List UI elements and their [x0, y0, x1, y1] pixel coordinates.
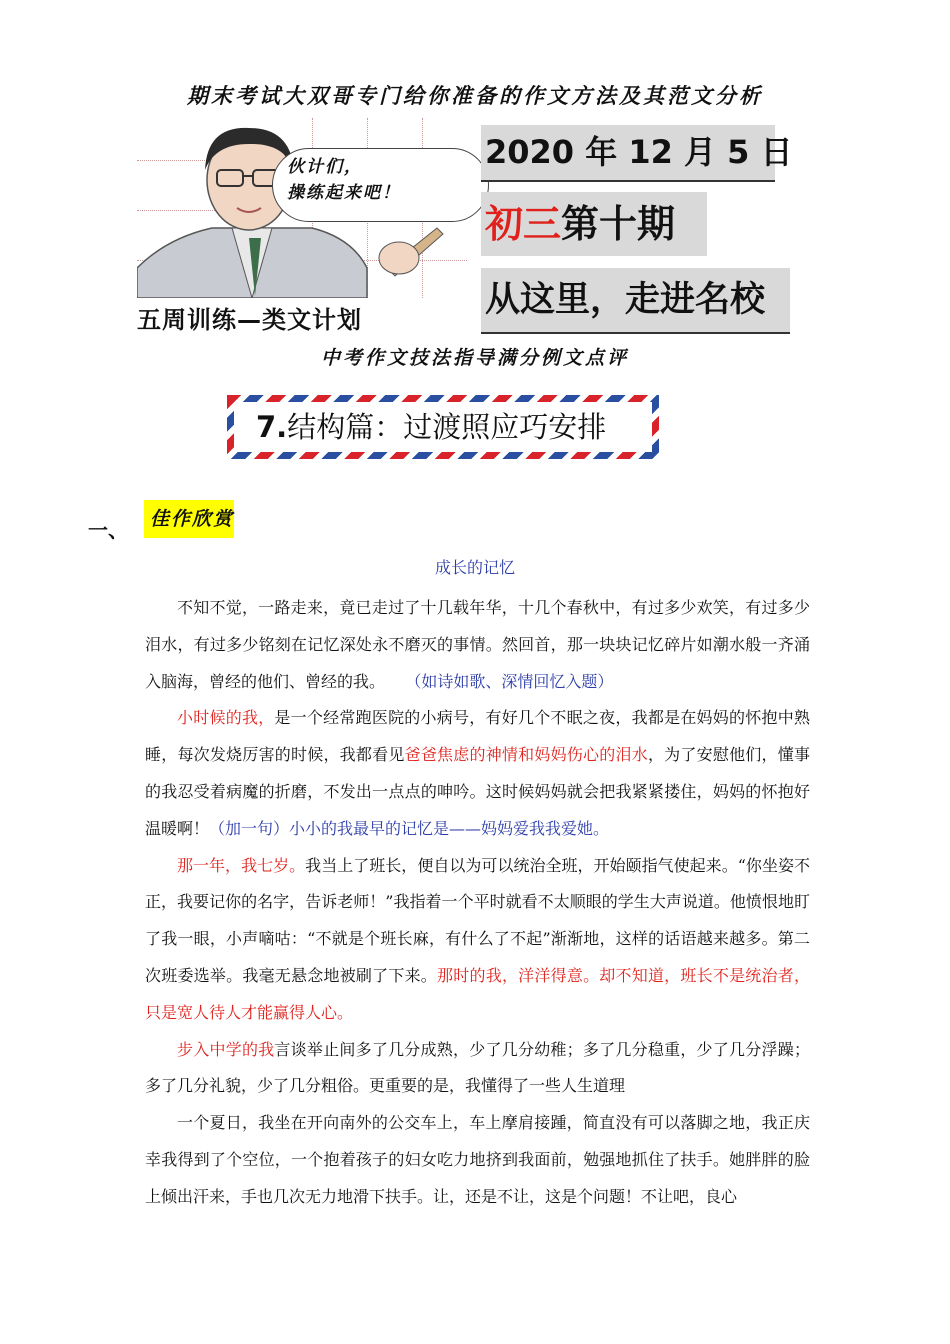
banner-text: 结构篇：过渡照应巧安排 — [287, 410, 607, 444]
essay-title: 成长的记忆 — [434, 558, 515, 577]
annotation: （加一句）小小的我最早的记忆是——妈妈爱我我爱她。 — [209, 818, 610, 838]
issue-number: 第十期 — [561, 202, 676, 246]
top-title: 期末考试大双哥专门给你准备的作文方法及其范文分析 — [187, 84, 763, 108]
slogan: 从这里，走进名校 — [481, 268, 790, 334]
issue-title — [481, 192, 707, 256]
bubble-line-1: 伙计们， — [287, 157, 363, 177]
subtitle: 中考作文技法指导满分例文点评 — [320, 347, 629, 369]
hero-caption: 五周训练—类文计划 — [137, 306, 362, 334]
issue-date: 2020 年 12 月 5 日 — [481, 125, 775, 182]
issue-grade: 初三 — [485, 202, 562, 246]
paragraph-3: 那一年，我七岁。我当上了班长，便自以为可以统治全班，开始颐指气使起来。“你坐姿不正，我要记你的名字，告诉老师！”我指着一个平时就看不太顺眼的学生大声说道。他愤恨地盯了我一眼，小声嘀咕：“不就是个班长麻，有什么了不起”渐渐地，这样的话语越来越多。第二次班委选举。我毫无悬念地被刷了下来。那时的我，洋洋得意。却不知道，班长不是统治者，只是宽人待人才能赢得人心。 — [145, 855, 810, 1022]
section-number: 一、 — [88, 518, 128, 542]
paragraph-4: 步入中学的我言谈举止间多了几分成熟，少了几分幼稚；多了几分稳重，少了几分浮躁；多了几分礼貌，少了几分粗俗。更重要的是，我懂得了一些人生道理 — [145, 1039, 810, 1096]
banner-number: 7. — [256, 410, 288, 444]
annotation: （如诗如歌、深情回忆入题） — [405, 671, 614, 691]
hero-illustration — [137, 118, 467, 340]
topic-banner — [227, 395, 659, 459]
paragraph-2: 小时候的我，是一个经常跑医院的小病号，有好几个不眠之夜，我都是在妈妈的怀抱中熟睡，每次发烧厉害的时候，我都看见爸爸焦虑的神情和妈妈伤心的泪水，为了安慰他们，懂事的我忍受着病魔的折磨，不发出一点点的呻吟。这时候妈妈就会把我紧紧搂住，妈妈的怀抱好温暖啊！（加一句）小小的我最早的记忆是——妈妈爱我我爱她。 — [145, 708, 810, 838]
essay-body — [145, 590, 810, 1216]
paragraph-5: 一个夏日，我坐在开向南外的公交车上，车上摩肩接踵，简直没有可以落脚之地，我正庆幸我得到了个空位，一个抱着孩子的妇女吃力地挤到我面前，勉强地抓住了扶手。她胖胖的脸上倾出汗来，手也几次无力地滑下扶手。让，还是不让，这是个问题！不让吧，良心 — [145, 1113, 810, 1206]
paragraph-1: 不知不觉，一路走来，竟已走过了十几载年华，十几个春秋中，有过多少欢笑，有过多少泪水，有过多少铭刻在记忆深处永不磨灭的事情。然回首，那一块块记忆碎片如潮水般一齐涌入脑海，曾经的他们、曾经的我。 （如诗如歌、深情回忆入题） — [145, 598, 810, 691]
bubble-line-2: 操练起来吧！ — [287, 183, 401, 203]
section-label: 佳作欣赏 — [144, 500, 234, 538]
